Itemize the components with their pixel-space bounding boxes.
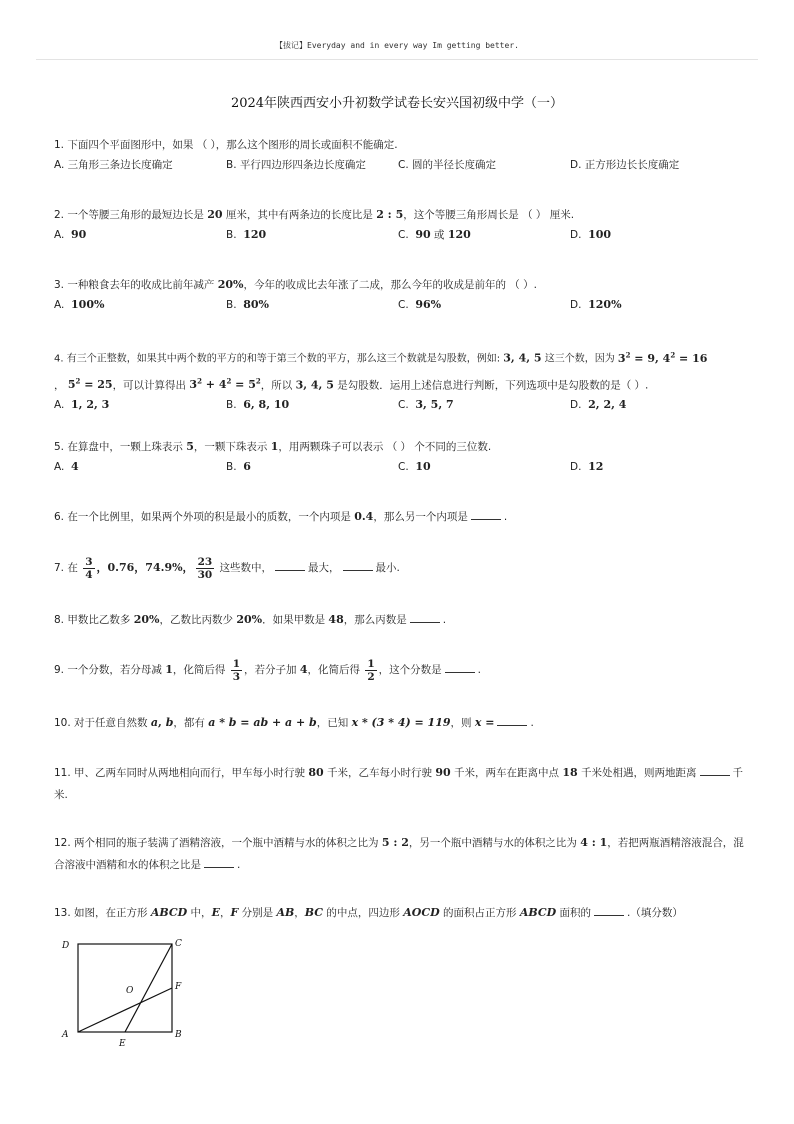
exam-title: 2024年陕西西安小升初数学试卷长安兴国初级中学（一） bbox=[230, 96, 564, 111]
square-abcd bbox=[78, 944, 172, 1032]
question-5-stem: 5. 在算盘中，一颗上珠表示 5，一颗下珠表示 1，用两颗珠子可以表示 （ ） 个不同的三位数. bbox=[54, 440, 492, 453]
label-o: O bbox=[126, 986, 134, 996]
answer-blank[interactable] bbox=[445, 662, 475, 673]
answer-blank-min[interactable] bbox=[343, 560, 373, 571]
option-b: B. 80% bbox=[226, 298, 269, 311]
option-a: A. 100% bbox=[54, 298, 105, 311]
question-12-stem: 12. 两个相同的瓶子装满了酒精溶液，一个瓶中酒精与水的体积之比为 5 : 2，另一个瓶中酒精与水的体积之比为 4 : 1，若把两瓶酒精溶液混合，混合溶液中酒精和水的体积之比是 . bbox=[54, 836, 744, 871]
answer-blank[interactable] bbox=[471, 509, 501, 520]
fraction-1-2: $\frac{1}{2}$ bbox=[367, 657, 375, 683]
option-b: B. 120 bbox=[226, 228, 267, 241]
option-b: B. 6, 8, 10 bbox=[226, 398, 290, 412]
question-10 bbox=[54, 712, 744, 734]
label-c: C bbox=[175, 939, 182, 949]
label-e: E bbox=[119, 1039, 126, 1049]
question-3 bbox=[54, 274, 744, 314]
question-9 bbox=[54, 655, 744, 685]
square-figure bbox=[56, 934, 196, 1054]
option-c: C. 圆的半径长度确定 bbox=[398, 159, 497, 171]
option-b: B. 6 bbox=[226, 460, 251, 473]
question-5-options bbox=[54, 458, 744, 476]
option-d: D. 120% bbox=[570, 298, 622, 311]
label-d: D bbox=[62, 941, 70, 951]
question-10-stem: 10. 对于任意自然数 a, b，都有 a * b = ab + a + b，已知 x * (3 * 4) = 119，则 x = . bbox=[54, 716, 534, 729]
question-8 bbox=[54, 609, 744, 631]
question-9-stem: 9. 一个分数，若分母减 1，化简后得 $\frac{1}{3}$ ，若分子加 4，化简后得 $\frac{1}{2}$ ，这个分数是 . bbox=[54, 657, 482, 683]
question-13 bbox=[54, 902, 744, 924]
header-divider bbox=[36, 59, 758, 60]
question-4-stem-line-2: ， $5^2 = 25$，可以计算得出 $3^2 + 4^2 = 5^2$，所以 3, 4, 5 是勾股数．运用上述信息进行判断，下列选项中是勾股数的是（ ）. bbox=[54, 376, 649, 392]
question-2 bbox=[54, 204, 744, 244]
fraction-1-3: $\frac{1}{3}$ bbox=[232, 657, 241, 683]
question-8-stem: 8. 甲数比乙数多 20%，乙数比丙数少 20%．如果甲数是 48，那么丙数是 . bbox=[54, 613, 447, 626]
option-d: D. 2, 2, 4 bbox=[570, 398, 627, 412]
answer-blank-max[interactable] bbox=[275, 560, 305, 571]
label-f: F bbox=[175, 982, 182, 992]
option-a: A. 90 bbox=[54, 228, 87, 241]
option-d: D. 正方形边长长度确定 bbox=[570, 159, 680, 171]
question-3-stem: 3. 一种粮食去年的收成比前年减产 20%，今年的收成比去年涨了二成，那么今年的收成是前年的 （ ）. bbox=[54, 278, 537, 291]
question-1-options bbox=[54, 156, 744, 174]
answer-blank[interactable] bbox=[700, 765, 730, 776]
option-c: C. 90 或 120 bbox=[398, 228, 471, 241]
option-c: C. 3, 5, 7 bbox=[398, 398, 454, 412]
option-a: A. 三角形三条边长度确定 bbox=[54, 159, 173, 171]
question-11 bbox=[54, 762, 744, 806]
question-11-stem: 11. 甲、乙两车同时从两地相向而行，甲车每小时行驶 80 千米，乙车每小时行驶 90 千米，两车在距离中点 18 千米处相遇，则两地距离 千米. bbox=[54, 766, 744, 801]
label-b: B bbox=[175, 1030, 182, 1040]
label-a: A bbox=[62, 1030, 69, 1040]
option-d: D. 100 bbox=[570, 228, 612, 241]
question-13-stem: 13. 如图，在正方形 ABCD 中，E，F 分别是 AB，BC 的中点，四边形 AOCD 的面积占正方形 ABCD 面积的 .（填分数） bbox=[54, 906, 683, 919]
option-d: D. 12 bbox=[570, 460, 604, 473]
question-6 bbox=[54, 506, 744, 528]
question-12 bbox=[54, 832, 744, 876]
question-7-stem: 7. 在 $\frac{3}{4}$ ，0.76，74.9%， $\frac{23}{30}$ 这些数中， 最大， 最小. bbox=[54, 555, 400, 581]
fraction-23-30: $\frac{23}{30}$ bbox=[197, 555, 213, 581]
question-4-stem-line-1: 4. 有三个正整数，如果其中两个数的平方的和等于第三个数的平方，那么这三个数就是勾股数，例如: 3, 4, 5 这三个数，因为 $3^2 = 9$, $4^2 = 16$ bbox=[54, 350, 708, 365]
fraction-3-4: $\frac{3}{4}$ bbox=[85, 555, 93, 581]
line-af bbox=[78, 988, 172, 1032]
option-a: A. 1, 2, 3 bbox=[54, 398, 110, 412]
option-a: A. 4 bbox=[54, 460, 79, 473]
question-5 bbox=[54, 436, 744, 476]
question-3-options bbox=[54, 296, 744, 314]
page-header: 【拔记】Everyday and in every way Im getting better. bbox=[275, 41, 519, 50]
option-c: C. 96% bbox=[398, 298, 442, 311]
question-2-stem: 2. 一个等腰三角形的最短边长是 20 厘米，其中有两条边的长度比是 2 : 5，这个等腰三角形周长是 （ ） 厘米. bbox=[54, 208, 575, 221]
question-7 bbox=[54, 553, 744, 583]
question-6-stem: 6. 在一个比例里，如果两个外项的积是最小的质数，一个内项是 0.4，那么另一个内项是 . bbox=[54, 510, 508, 523]
answer-blank[interactable] bbox=[497, 715, 527, 726]
answer-blank[interactable] bbox=[594, 905, 624, 916]
question-2-options bbox=[54, 226, 744, 244]
question-4 bbox=[54, 344, 744, 414]
answer-blank[interactable] bbox=[410, 612, 440, 623]
answer-blank[interactable] bbox=[204, 857, 234, 868]
option-c: C. 10 bbox=[398, 460, 431, 473]
option-b: B. 平行四边形四条边长度确定 bbox=[226, 159, 366, 171]
question-4-options bbox=[54, 396, 744, 414]
question-1-stem: 1. 下面四个平面图形中，如果 （ ），那么这个图形的周长或面积不能确定. bbox=[54, 139, 398, 151]
question-1 bbox=[54, 134, 744, 174]
